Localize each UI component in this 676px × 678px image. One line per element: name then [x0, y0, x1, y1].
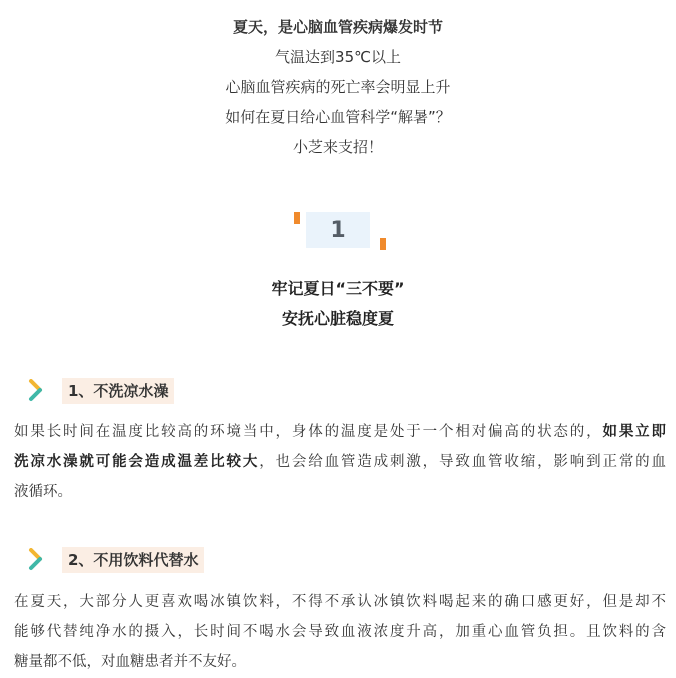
orange-tick-decoration: [294, 212, 300, 224]
paragraph-emphasis: 洗凉水澡就可能会造成温差比较大: [14, 454, 260, 470]
chevron-right-icon: [28, 548, 48, 572]
item-paragraph: [14, 587, 666, 677]
item-heading: [28, 377, 174, 405]
chevron-right-icon: [28, 379, 48, 403]
section-number: 1: [306, 212, 370, 248]
intro-headline: 夏天，是心脑血管疾病爆发时节: [232, 18, 443, 36]
item-heading-label: 2、不用饮料代替水: [62, 547, 204, 573]
paragraph-line: 能够代替纯净水的摄入，长时间不喝水会导致血液浓度升高，加重心血管负担。且饮料的含: [14, 624, 666, 640]
section-number-badge: [292, 210, 388, 254]
section-title-line: 安抚心脏稳度夏: [281, 309, 394, 328]
intro-line: 心脑血管疾病的死亡率会明显上升: [225, 78, 451, 96]
paragraph-text: ，也会给血管造成刺激，导致血管收缩，影响到正常的血: [259, 454, 667, 470]
paragraph-emphasis: 如果立即: [602, 424, 667, 440]
paragraph-line: [14, 447, 666, 477]
intro-line: 气温达到35℃以上: [275, 48, 401, 66]
item-heading: [28, 546, 204, 574]
section-title-line: 牢记夏日“三不要”: [271, 279, 405, 298]
item-paragraph: [14, 417, 666, 507]
paragraph-line: 糖量都不低，对血糖患者并不友好。: [14, 654, 246, 670]
intro-line: 如何在夏日给心血管科学“解暑”？: [225, 108, 451, 126]
orange-tick-decoration: [380, 238, 386, 250]
intro-block: [0, 12, 676, 162]
paragraph-line: [14, 417, 666, 447]
paragraph-text: 如果长时间在温度比较高的环境当中，身体的温度是处于一个相对偏高的状态的，: [14, 424, 603, 440]
item-heading-label: 1、不洗凉水澡: [62, 378, 174, 404]
section-title: [0, 274, 676, 334]
intro-line: 小芝来支招！: [292, 138, 383, 156]
paragraph-line: 在夏天，大部分人更喜欢喝冰镇饮料，不得不承认冰镇饮料喝起来的确口感更好，但是却不: [14, 594, 666, 610]
paragraph-line: 液循环。: [14, 484, 72, 500]
